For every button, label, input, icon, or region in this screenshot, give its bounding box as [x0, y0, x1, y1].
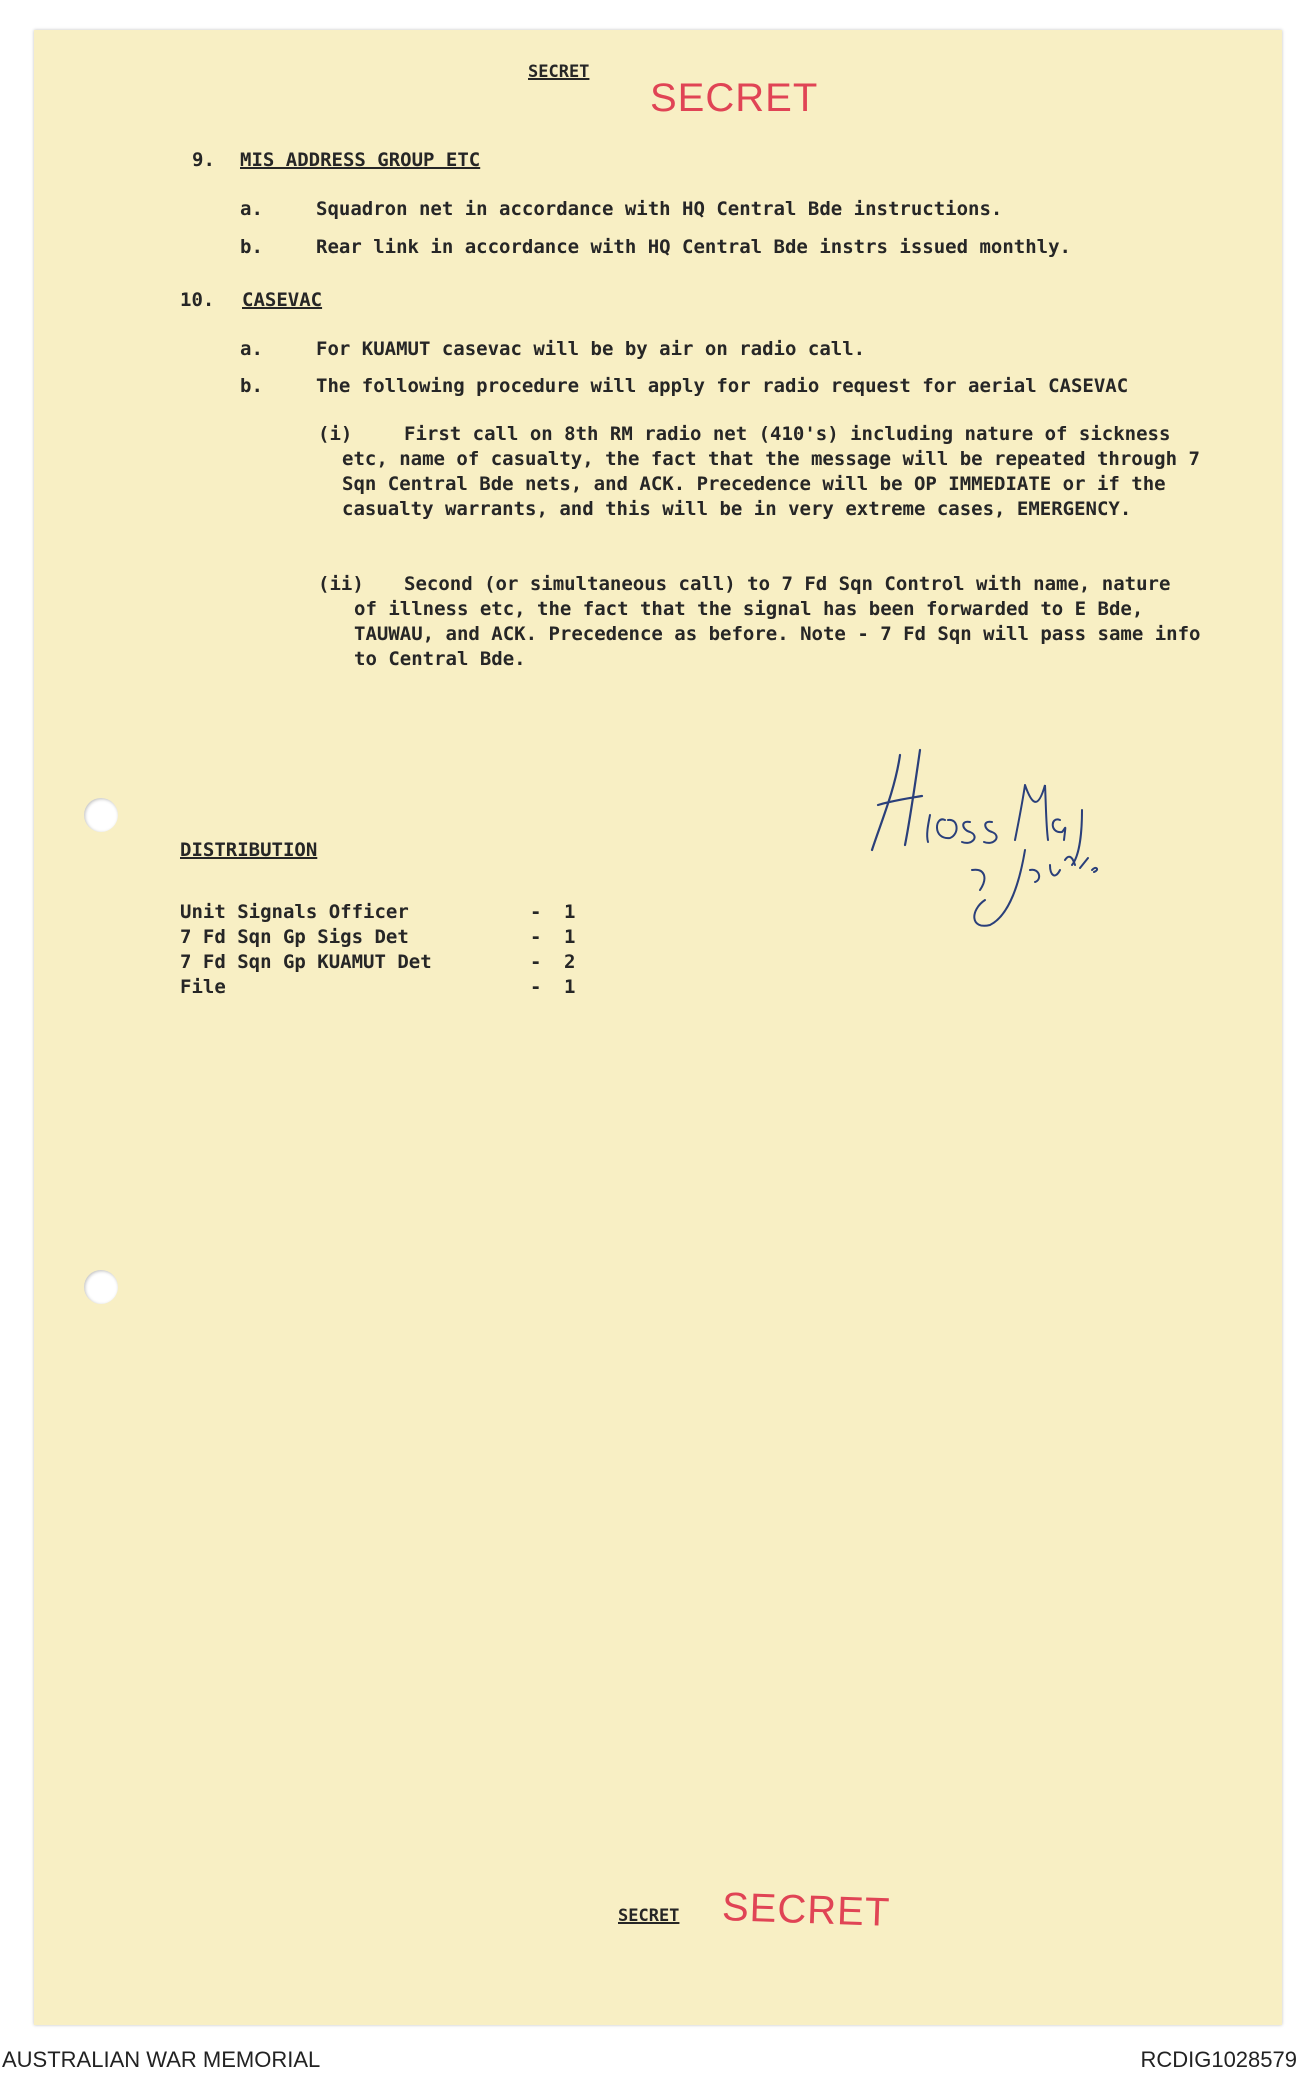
- distribution-title: DISTRIBUTION: [180, 839, 318, 861]
- distribution-dash: -: [530, 951, 542, 973]
- distribution-dash: -: [530, 926, 542, 948]
- distribution-row: [180, 925, 575, 950]
- distribution-recipient: Unit Signals Officer: [180, 901, 409, 923]
- distribution-row: [180, 900, 575, 925]
- subitem-text: Second (or simultaneous call) to 7 Fd Sqn Control with name, nature of illness etc, the fact that the signal has been forwarded to E Bde, TAUWAU, and ACK. Precedence as before. Note - 7 Fd Sqn will pass same info to Central Bde.: [354, 573, 1201, 670]
- section-10-item-text: For KUAMUT casevac will be by air on radio call.: [316, 338, 866, 360]
- section-9-item-text: Squadron net in accordance with HQ Central Bde instructions.: [316, 198, 1003, 220]
- subitem-numeral: (ii): [318, 573, 364, 595]
- distribution-dash: -: [530, 976, 542, 998]
- section-10-title: CASEVAC: [242, 289, 323, 311]
- section-9-item-letter: a.: [240, 198, 263, 220]
- distribution-recipient: 7 Fd Sqn Gp Sigs Det: [180, 926, 409, 948]
- typed-classification-header: SECRET: [528, 62, 590, 82]
- section-10-item-text: The following procedure will apply for radio request for aerial CASEVAC: [316, 375, 1129, 397]
- distribution-list: [180, 900, 575, 1000]
- distribution-row: [180, 975, 575, 1000]
- typed-classification-footer: SECRET: [618, 1906, 680, 1926]
- distribution-count: 1: [564, 901, 576, 923]
- distribution-dash: -: [530, 901, 542, 923]
- section-9-title: MIS ADDRESS GROUP ETC: [240, 149, 481, 171]
- section-9-number: 9.: [192, 149, 215, 171]
- section-9-item-text: Rear link in accordance with HQ Central Bde instrs issued monthly.: [316, 236, 1071, 258]
- distribution-count: 1: [564, 926, 576, 948]
- secret-stamp-header: SECRET: [650, 76, 819, 120]
- section-10-number: 10.: [180, 289, 215, 311]
- distribution-recipient: 7 Fd Sqn Gp KUAMUT Det: [180, 951, 432, 973]
- punch-hole: [84, 798, 118, 832]
- secret-stamp-footer: SECRET: [721, 1885, 891, 1935]
- subitem-text: First call on 8th RM radio net (410's) including nature of sickness etc, name of casualty, the fact that the message will be repeated through 7 Sqn Central Bde nets, and ACK. Precedence will be OP IMMEDIATE or if the casualty warrants, and this will be in very extreme cases, EMERGENCY.: [342, 423, 1200, 520]
- handwritten-signature: [860, 730, 1120, 940]
- subitem-numeral: (i): [318, 423, 353, 445]
- archive-id: RCDIG1028579: [1140, 2047, 1297, 2072]
- section-10-item-letter: b.: [240, 375, 263, 397]
- distribution-recipient: File: [180, 976, 226, 998]
- section-9-item-letter: b.: [240, 236, 263, 258]
- distribution-count: 1: [564, 976, 576, 998]
- archive-credit: AUSTRALIAN WAR MEMORIAL: [2, 2047, 321, 2072]
- distribution-row: [180, 950, 575, 975]
- section-10-item-letter: a.: [240, 338, 263, 360]
- distribution-count: 2: [564, 951, 576, 973]
- document-page: [34, 30, 1282, 2025]
- punch-hole: [84, 1270, 118, 1304]
